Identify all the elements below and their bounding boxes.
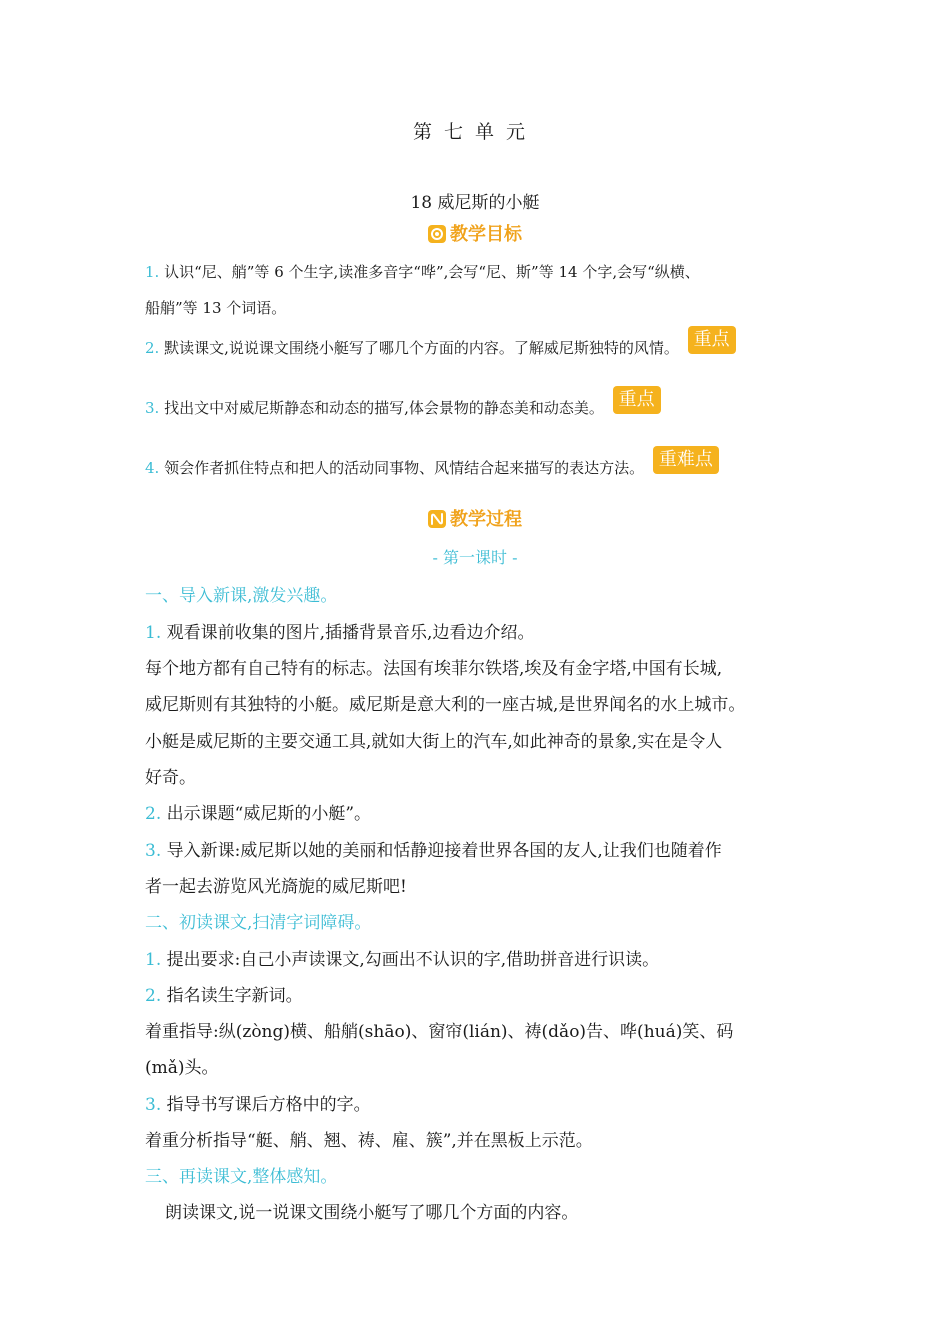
item-number: 2.: [145, 986, 162, 1006]
numbered-item: [145, 981, 303, 1006]
item-text: 观看课前收集的图片,插播背景音乐,边看边介绍。: [166, 623, 535, 643]
section-heading: 三、再读课文,整体感知。: [145, 1167, 338, 1187]
numbered-item: [145, 1090, 371, 1115]
objective-text: 领会作者抓住特点和把人的活动同事物、风情结合起来描写的表达方法。: [164, 459, 645, 477]
objective-number: 4.: [145, 459, 160, 477]
objective-text: 默读课文,说说课文围绕小艇写了哪几个方面的内容。了解威尼斯独特的风情。: [164, 339, 679, 357]
objective-number: 1.: [145, 263, 160, 281]
period-label: - 第一课时 -: [432, 548, 518, 567]
section-heading: 一、导入新课,激发兴趣。: [145, 586, 338, 606]
numbered-item: [145, 836, 722, 861]
body-text-line: 着重指导:纵(zòng)横、船艄(shāo)、窗帘(lián)、祷(dǎo)告、哗(huá)笑、码: [145, 1022, 734, 1042]
item-text: 提出要求:自己小声读课文,勾画出不认识的字,借助拼音进行识读。: [166, 950, 660, 970]
section-heading: 二、初读课文,扫清字词障碍。: [145, 913, 372, 933]
item-text: 指名读生字新词。: [166, 986, 303, 1006]
item-text: 指导书写课后方格中的字。: [166, 1095, 371, 1115]
item-number: 2.: [145, 804, 162, 824]
body-text-line: 朗读课文,说一说课文围绕小艇写了哪几个方面的内容。: [165, 1203, 579, 1223]
process-header-label: 教学过程: [450, 509, 522, 530]
numbered-item: [145, 945, 659, 970]
body-text-line: (mǎ)头。: [145, 1058, 219, 1078]
unit-title: 第七单元: [412, 121, 537, 143]
objective-number: 2.: [145, 339, 160, 357]
key-point-badge: 重点: [613, 386, 661, 414]
target-icon: [428, 225, 446, 243]
objective-text: 找出文中对威尼斯静态和动态的描写,体会景物的静态美和动态美。: [164, 399, 604, 417]
objective-text: 认识“尼、艄”等 6 个生字,读准多音字“哗”,会写“尼、斯”等 14 个字,会写“纵横、: [164, 263, 700, 281]
objective-text: 船艄”等 13 个词语。: [145, 299, 287, 317]
objective-4: [145, 450, 719, 486]
item-number: 3.: [145, 841, 162, 861]
item-text: 出示课题“威尼斯的小艇”。: [166, 804, 372, 824]
item-number: 3.: [145, 1095, 162, 1115]
objectives-header: [0, 220, 950, 246]
item-text: 导入新课:威尼斯以她的美丽和恬静迎接着世界各国的友人,让我们也随着作: [166, 841, 722, 861]
objectives-header-label: 教学目标: [450, 224, 522, 245]
objective-1-continued: [145, 290, 286, 326]
process-header: [0, 505, 950, 531]
objective-number: 3.: [145, 399, 160, 417]
lesson-title: 18 威尼斯的小艇: [410, 193, 540, 213]
key-point-badge: 重点: [688, 326, 736, 354]
objective-3: [145, 390, 661, 426]
item-number: 1.: [145, 623, 162, 643]
body-text-line: 小艇是威尼斯的主要交通工具,就如大街上的汽车,如此神奇的景象,实在是令人: [145, 732, 723, 752]
item-number: 1.: [145, 950, 162, 970]
body-text-line: 好奇。: [145, 768, 196, 788]
objective-1: [145, 254, 700, 290]
body-text-line: 者一起去游览风光旖旎的威尼斯吧!: [145, 877, 407, 897]
process-icon: [428, 510, 446, 528]
body-text-line: 着重分析指导“艇、艄、翘、祷、雇、簇”,并在黑板上示范。: [145, 1131, 593, 1151]
difficult-point-badge: 重难点: [653, 446, 719, 474]
numbered-item: [145, 618, 534, 643]
numbered-item: [145, 799, 371, 824]
body-text-line: 每个地方都有自己特有的标志。法国有埃菲尔铁塔,埃及有金字塔,中国有长城,: [145, 659, 723, 679]
objective-2: [145, 330, 736, 366]
body-text-line: 威尼斯则有其独特的小艇。威尼斯是意大利的一座古城,是世界闻名的水上城市。: [145, 695, 746, 715]
